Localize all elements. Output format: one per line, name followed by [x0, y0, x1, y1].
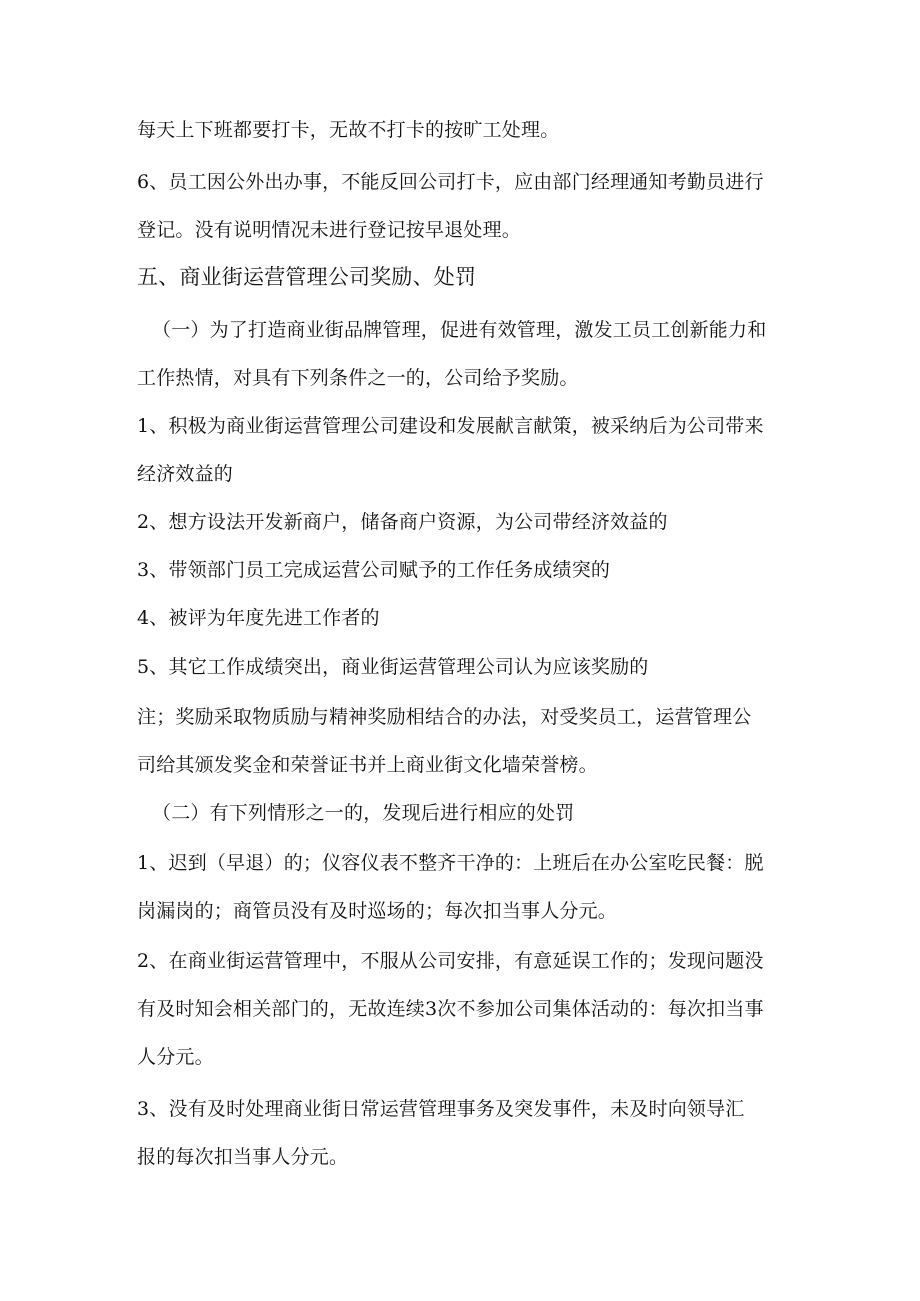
list-item-continuation: 人分元。	[137, 1046, 214, 1068]
list-item: 3、带领部门员工完成运营公司赋予的工作任务成绩突的	[137, 559, 611, 581]
text-line: 登记。没有说明情况未进行登记按早退处理。	[137, 219, 522, 241]
note-line: 司给其颁发奖金和荣誉证书并上商业街文化墙荣誉榜。	[137, 754, 598, 776]
list-item-continuation: 岗漏岗的；商管员没有及时巡场的；每次扣当事人分元。	[137, 900, 618, 922]
list-item: 5、其它工作成绩突出，商业街运营管理公司认为应该奖励的	[137, 656, 649, 678]
list-item: 4、被评为年度先进工作者的	[137, 607, 380, 629]
list-item: 2、想方设法开发新商户，储备商户资源，为公司带经济效益的	[137, 511, 668, 533]
note-line: 注；奖励采取物质励与精神奖励相结合的办法，对受奖员工，运营管理公	[137, 706, 752, 728]
text-line: 每天上下班都要打卡，无故不打卡的按旷工处理。	[137, 119, 560, 141]
paragraph-line: 工作热情，对具有下列条件之一的，公司给予奖励。	[137, 367, 579, 389]
list-item: 1、积极为商业街运营管理公司建设和发展献言献策，被采纳后为公司带来	[137, 415, 764, 437]
list-item-continuation: 报的每次扣当事人分元。	[137, 1146, 349, 1168]
list-item: 2、在商业街运营管理中，不服从公司安排，有意延误工作的；发现问题没	[137, 950, 764, 972]
list-item-continuation: 经济效益的	[137, 463, 234, 485]
paragraph-line: （一）为了打造商业街品牌管理，促进有效管理，激发工员工创新能力和	[152, 319, 767, 341]
paragraph-line: （二）有下列情形之一的，发现后进行相应的处罚	[152, 802, 575, 824]
text-line: 6、员工因公外出办事，不能反回公司打卡，应由部门经理通知考勤员进行	[137, 171, 764, 193]
list-item-continuation: 有及时知会相关部门的，无故连续3次不参加公司集体活动的：每次扣当事	[137, 998, 764, 1020]
list-item: 3、没有及时处理商业街日常运营管理事务及突发事件，未及时向领导汇	[137, 1098, 745, 1120]
list-item: 1、迟到（早退）的；仪容仪表不整齐干净的：上班后在办公室吃民餐：脱	[137, 852, 764, 874]
section-heading: 五、商业街运营管理公司奖励、处罚	[137, 265, 477, 289]
